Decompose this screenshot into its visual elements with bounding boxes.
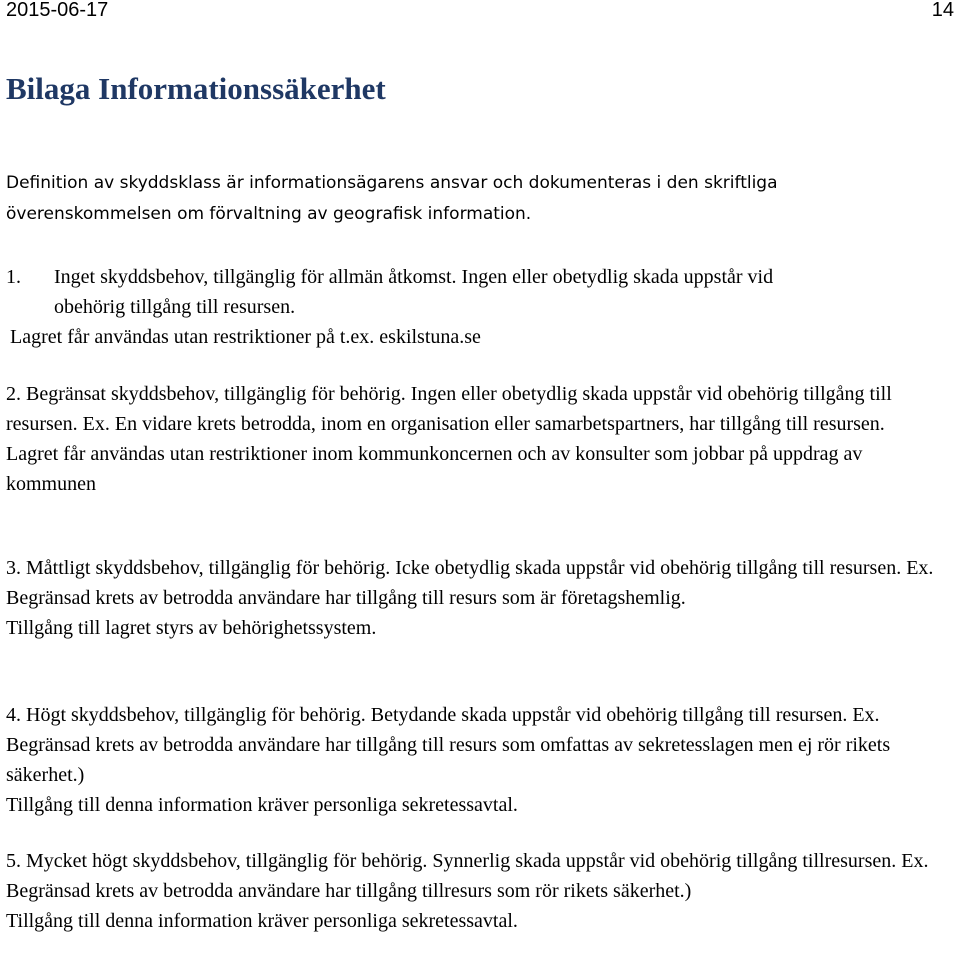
list-item-5 bbox=[6, 846, 954, 936]
list-item-3-note: Tillgång till lagret styrs av behörighetssystem. bbox=[6, 617, 377, 639]
list-item-3-text: 3. Måttligt skyddsbehov, tillgänglig för behörig. Icke obetydlig skada uppstår vid obehörig tillgång till resursen. Ex. Begränsad krets av betrodda användare har tillgång till resurs som är företagshemlig. bbox=[6, 557, 934, 609]
list-item-1 bbox=[6, 262, 954, 352]
list-item-5-text: 5. Mycket högt skyddsbehov, tillgänglig för behörig. Synnerlig skada uppstår vid obehörig tillgång tillresursen. Ex. Begränsad krets av betrodda användare har tillgång tillresurs som rör rikets säkerhet.) bbox=[6, 850, 929, 902]
list-item-1-note: Lagret får användas utan restriktioner på t.ex. eskilstuna.se bbox=[10, 326, 481, 348]
page-title: Bilaga Informationssäkerhet bbox=[6, 71, 386, 106]
list-item-1-number: 1. bbox=[6, 266, 21, 288]
list-item-3 bbox=[6, 553, 954, 643]
list-item-5-note: Tillgång till denna information kräver personliga sekretessavtal. bbox=[6, 910, 518, 932]
list-item-4 bbox=[6, 700, 954, 820]
list-item-1-text-continued: obehörig tillgång till resursen. bbox=[54, 296, 296, 318]
list-item-4-note: Tillgång till denna information kräver personliga sekretessavtal. bbox=[6, 794, 518, 816]
list-item-1-line-1 bbox=[6, 262, 954, 292]
list-item-1-text: Inget skyddsbehov, tillgänglig för allmän åtkomst. Ingen eller obetydlig skada uppstår vid bbox=[54, 266, 774, 288]
list-item-2-note: Lagret får användas utan restriktioner inom kommunkoncernen och av konsulter som jobbar på uppdrag av kommunen bbox=[6, 443, 863, 495]
header-date: 2015-06-17 bbox=[6, 0, 109, 21]
list-item-2 bbox=[6, 379, 954, 499]
intro-paragraph: Definition av skyddsklass är informationsägarens ansvar och dokumenteras i den skriftliga överenskommelsen om förvaltning av geografisk information. bbox=[6, 173, 778, 224]
page-header bbox=[0, 0, 960, 24]
page-number: 14 bbox=[931, 0, 954, 21]
list-item-2-text: 2. Begränsat skyddsbehov, tillgänglig för behörig. Ingen eller obetydlig skada uppstår vid obehörig tillgång till resursen. Ex. En vidare krets betrodda, inom en organisation eller samarbetspartners, har tillgång till resursen. bbox=[6, 383, 892, 435]
list-item-4-text: 4. Högt skyddsbehov, tillgänglig för behörig. Betydande skada uppstår vid obehörig tillgång till resursen. Ex. Begränsad krets av betrodda användare har tillgång till resurs som omfattas av sekretesslagen men ej rör rikets säkerhet.) bbox=[6, 704, 891, 786]
